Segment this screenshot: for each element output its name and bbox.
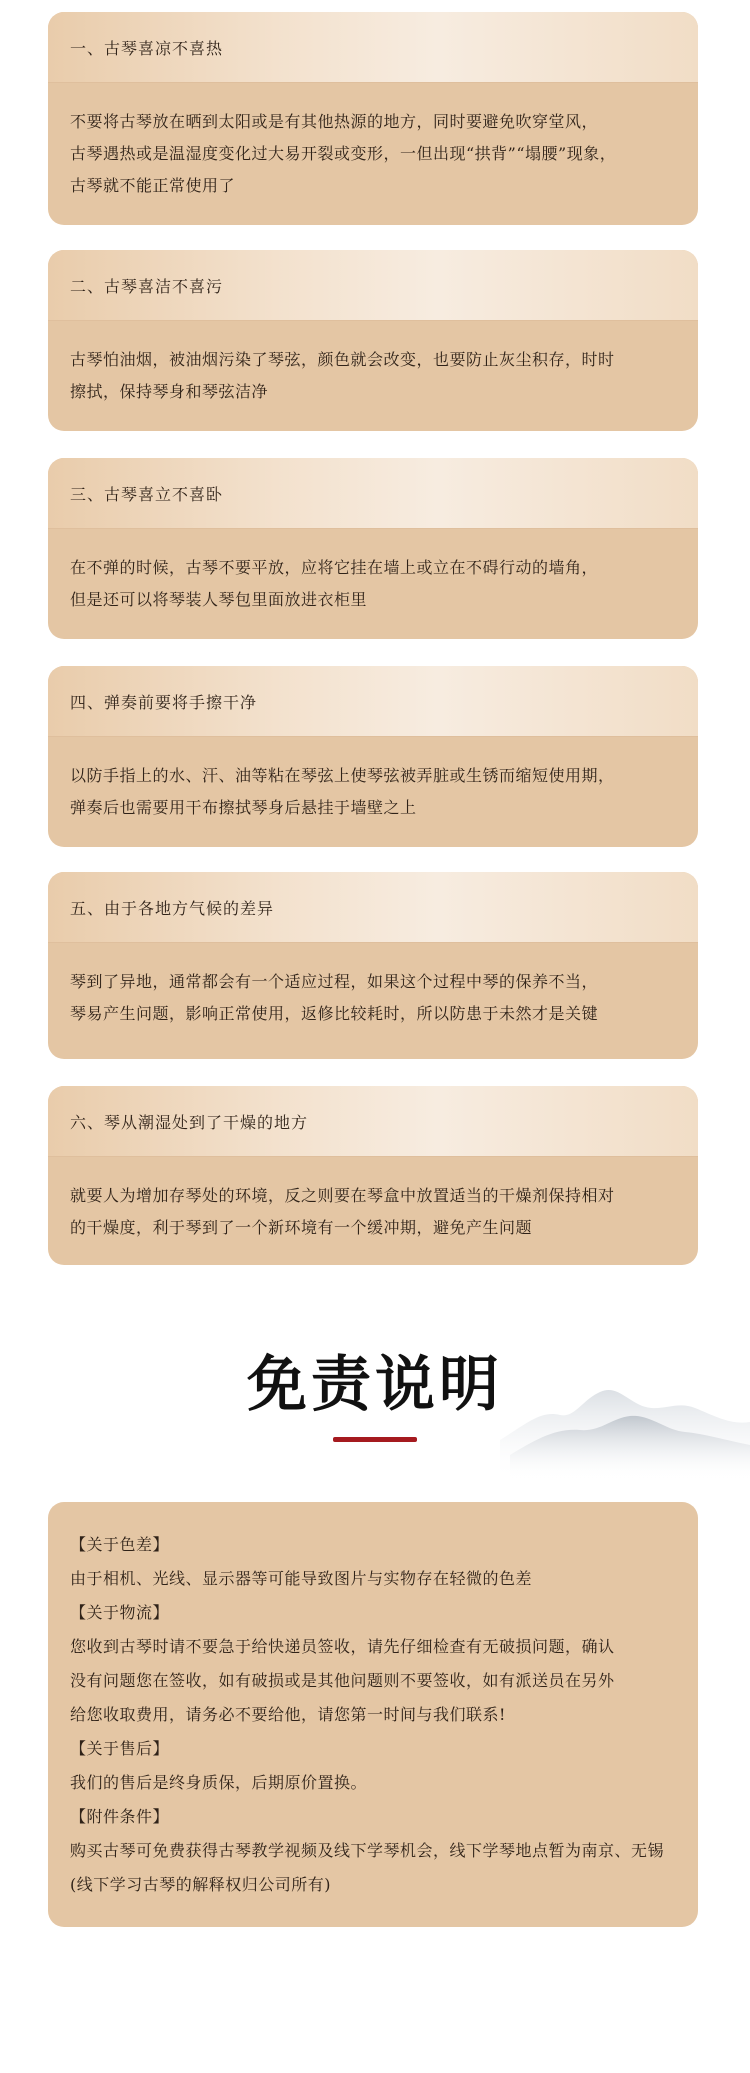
care-tip-body [48, 528, 698, 616]
care-tip-heading: 四、弹奏前要将手擦干净 [48, 666, 698, 736]
care-tip-body [48, 942, 698, 1030]
care-tip-heading: 六、琴从潮湿处到了干燥的地方 [48, 1086, 698, 1156]
disclaimer-line: 由于相机、光线、显示器等可能导致图片与实物存在轻微的色差 [70, 1569, 533, 1588]
care-tip-heading: 二、古琴喜洁不喜污 [48, 250, 698, 320]
care-tip-line: 以防手指上的水、汗、油等粘在琴弦上使琴弦被弄脏或生锈而缩短使用期， [70, 766, 615, 785]
care-tip-heading: 三、古琴喜立不喜卧 [48, 458, 698, 528]
care-tip-line: 古琴怕油烟，被油烟污染了琴弦，颜色就会改变，也要防止灰尘积存，时时 [70, 350, 615, 369]
disclaimer-line: 我们的售后是终身质保，后期原价置换。 [70, 1773, 368, 1792]
disclaimer-section-label: 【关于售后】 [70, 1739, 170, 1758]
care-tip-line: 琴到了异地，通常都会有一个适应过程，如果这个过程中琴的保养不当， [70, 972, 599, 991]
care-tip-heading: 一、古琴喜凉不喜热 [48, 12, 698, 82]
title-underline [333, 1437, 417, 1442]
disclaimer-section-label: 【关于色差】 [70, 1535, 170, 1554]
care-tip-line: 弹奏后也需要用干布擦拭琴身后悬挂于墙壁之上 [70, 798, 417, 817]
care-tip-heading: 五、由于各地方气候的差异 [48, 872, 698, 942]
disclaimer-section-label: 【关于物流】 [70, 1603, 170, 1622]
care-tip-line: 但是还可以将琴装人琴包里面放进衣柜里 [70, 590, 368, 609]
care-tip-body [48, 82, 698, 202]
care-tip-card-3 [48, 458, 698, 639]
disclaimer-section-label: 【附件条件】 [70, 1807, 170, 1826]
care-tip-card-2 [48, 250, 698, 431]
care-tip-card-5 [48, 872, 698, 1059]
care-tip-body [48, 320, 698, 408]
disclaimer-line: 您收到古琴时请不要急于给快递员签收，请先仔细检查有无破损问题，确认 [70, 1637, 615, 1656]
disclaimer-card [48, 1502, 698, 1927]
care-tip-line: 不要将古琴放在晒到太阳或是有其他热源的地方，同时要避免吹穿堂风， [70, 112, 599, 131]
disclaimer-line: (线下学习古琴的解释权归公司所有) [70, 1875, 331, 1894]
care-tip-line: 在不弹的时候，古琴不要平放，应将它挂在墙上或立在不碍行动的墙角， [70, 558, 599, 577]
ink-mountains-decoration [500, 1370, 750, 1480]
care-tip-line: 琴易产生问题，影响正常使用，返修比较耗时，所以防患于未然才是关键 [70, 1004, 599, 1023]
care-tip-line: 古琴遇热或是温湿度变化过大易开裂或变形，一但出现“拱背”“塌腰”现象， [70, 144, 617, 163]
care-tip-line: 古琴就不能正常使用了 [70, 176, 236, 195]
care-tip-line: 擦拭，保持琴身和琴弦洁净 [70, 382, 269, 401]
disclaimer-title: 免责说明 [247, 1350, 503, 1420]
care-tip-body [48, 736, 698, 824]
disclaimer-line: 给您收取费用，请务必不要给他，请您第一时间与我们联系! [70, 1705, 506, 1724]
care-tip-card-1 [48, 12, 698, 225]
care-tip-card-6 [48, 1086, 698, 1265]
care-tip-line: 的干燥度，利于琴到了一个新环境有一个缓冲期，避免产生问题 [70, 1218, 533, 1237]
care-tip-body [48, 1156, 698, 1244]
disclaimer-line: 没有问题您在签收，如有破损或是其他问题则不要签收，如有派送员在另外 [70, 1671, 615, 1690]
care-tip-line: 就要人为增加存琴处的环境，反之则要在琴盒中放置适当的干燥剂保持相对 [70, 1186, 615, 1205]
care-tip-card-4 [48, 666, 698, 847]
disclaimer-line: 购买古琴可免费获得古琴教学视频及线下学琴机会，线下学琴地点暂为南京、无锡 [70, 1841, 665, 1860]
